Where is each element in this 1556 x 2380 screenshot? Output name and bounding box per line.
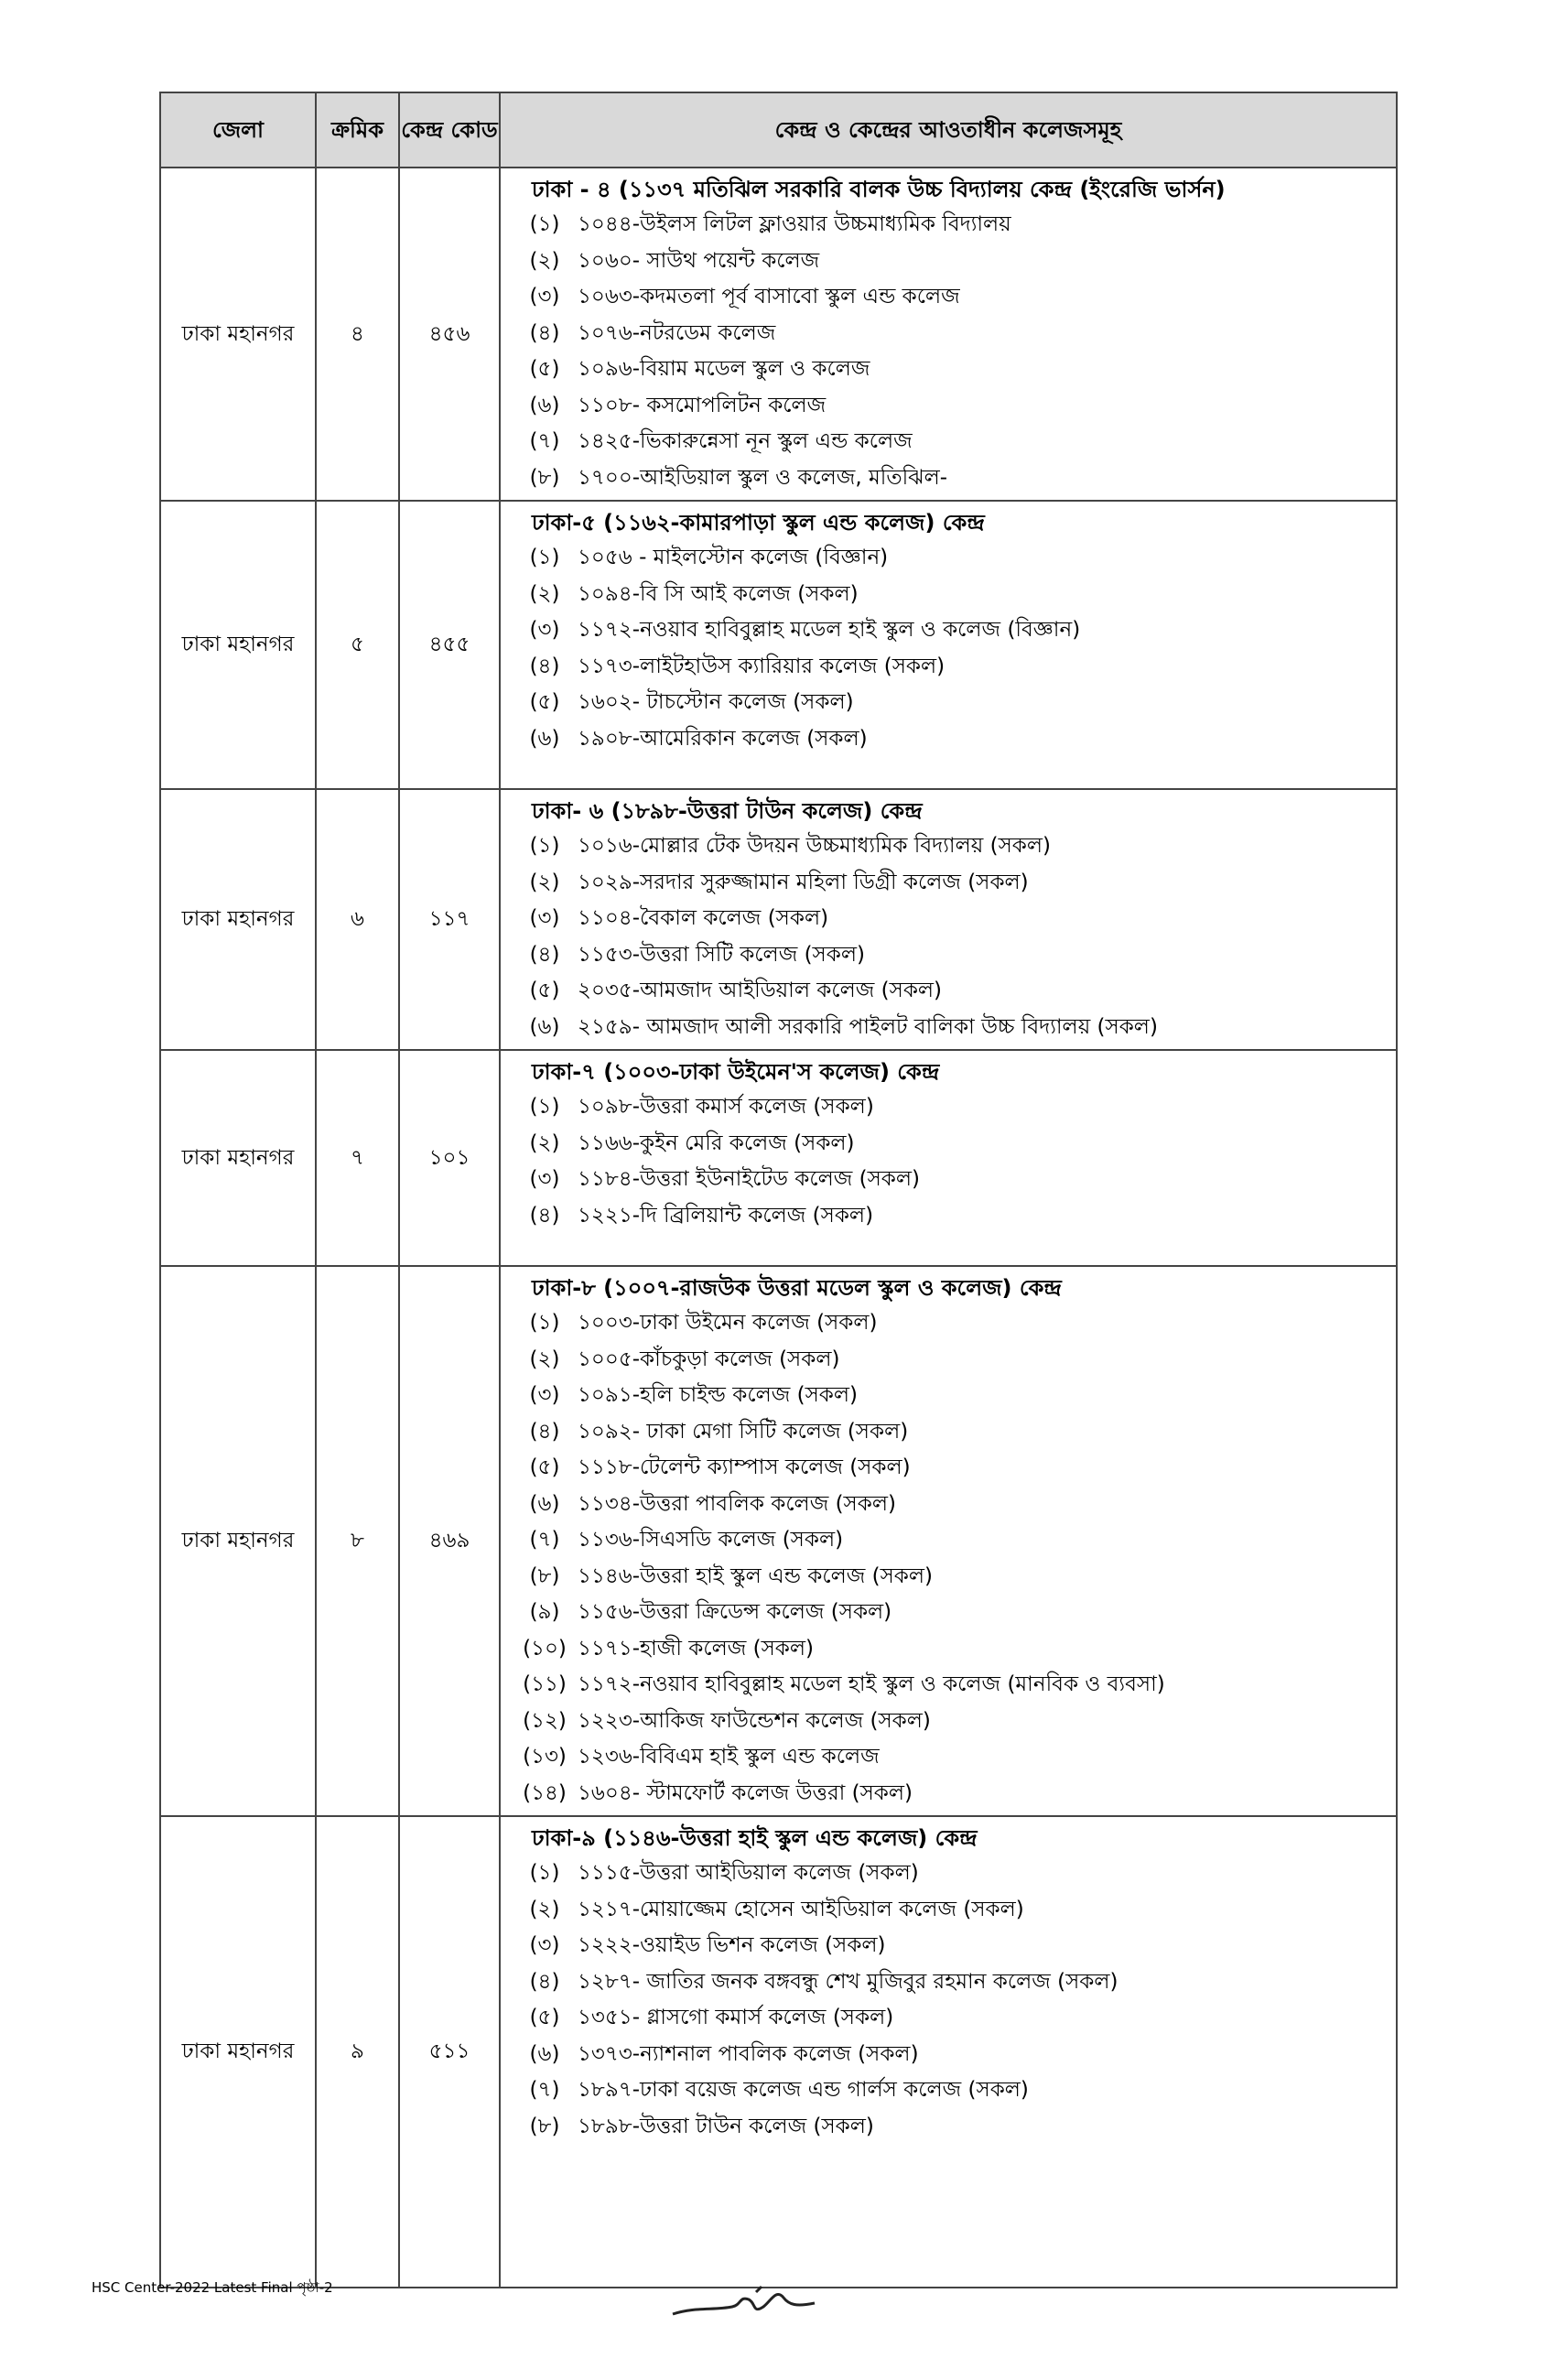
college-item [512,1522,1396,1559]
district-cell: ঢাকা মহানগর [160,1816,316,2288]
college-item [512,901,1396,937]
college-item [512,1305,1396,1342]
header-code: কেন্দ্র কোড [399,92,500,168]
college-number: (২) [529,870,560,894]
college-number: (২) [529,581,560,606]
college-item [512,1162,1396,1198]
college-number: (৬) [529,726,560,751]
college-item [512,1126,1396,1163]
college-name: ১১৭২-নওয়াব হাবিবুল্লাহ মডেল হাই স্কুল ও কলেজ (মানবিক ও ব্যবসা) [578,1672,1165,1696]
table-row [160,789,1397,1050]
college-item [512,2072,1396,2109]
college-item [512,243,1396,280]
college-item [512,1414,1396,1451]
colleges-cell [500,1050,1397,1266]
page-footer: HSC Center-2022 Latest Final পৃষ্ঠা-2 [92,2279,333,2296]
college-name: ১৩৫১- গ্লাসগো কমার্স কলেজ (সকল) [578,2006,894,2029]
district-cell: ঢাকা মহানগর [160,501,316,789]
college-number: (৭) [529,2078,560,2102]
college-name: ১৪২৫-ভিকারুন্নেসা নূন স্কুল এন্ড কলেজ [578,429,913,453]
college-name: ১০১৬-মোল্লার টেক উদয়ন উচ্চমাধ্যমিক বিদ্যালয় (সকল) [578,834,1051,858]
college-number: (২) [529,248,560,273]
college-number: (৪) [529,654,560,678]
college-number: (১) [529,1311,560,1335]
college-item [512,1595,1396,1631]
college-number: (২) [529,1130,560,1155]
college-number: (২) [529,1897,560,1921]
colleges-cell [500,789,1397,1050]
center-title: ঢাকা-৭ (১০০৩-ঢাকা উইমেন'স কলেজ) কেন্দ্র [532,1059,940,1085]
center-title: ঢাকা-৯ (১১৪৬-উত্তরা হাই স্কুল এন্ড কলেজ) কেন্দ্র [532,1825,978,1851]
college-item [512,937,1396,974]
college-name: ১২১৭-মোয়াজ্জেম হোসেন আইডিয়াল কলেজ (সকল) [578,1897,1024,1921]
college-item [512,577,1396,613]
college-item [512,612,1396,649]
colleges-cell [500,168,1397,501]
serial-cell: ৪ [316,168,399,501]
college-number: (৫) [529,1455,560,1479]
center-title: ঢাকা-৮ (১০০৭-রাজউক উত্তরা মডেল স্কুল ও কলেজ) কেন্দ্র [532,1275,1062,1301]
college-name: ১২৩৬-বিবিএম হাই স্কুল এন্ড কলেজ [578,1745,880,1769]
college-number: (৪) [529,1419,560,1444]
college-number: (৩) [529,1933,560,1957]
center-title: ঢাকা- ৬ (১৮৯৮-উত্তরা টাউন কলেজ) কেন্দ্র [532,798,923,824]
college-number: (৩) [529,285,560,308]
college-name: ১১৩৬-সিএসডি কলেজ (সকল) [578,1528,844,1552]
college-number: (৮) [529,465,560,490]
college-name: ১২২২-ওয়াইড ভিশন কলেজ (সকল) [578,1933,886,1957]
college-name: ১০৬০- সাউথ পয়েন্ট কলেজ [578,248,820,273]
college-number: (৭) [529,1528,560,1552]
college-item [512,1928,1396,1964]
college-name: ১৩৭৩-ন্যাশনাল পাবলিক কলেজ (সকল) [578,2041,919,2066]
college-item [512,865,1396,902]
college-number: (৪) [529,1203,560,1228]
college-number: (২) [529,1347,560,1371]
serial-cell: ৬ [316,789,399,1050]
college-item [512,1631,1396,1668]
college-name: ১০০৫-কাঁচকুড়া কলেজ (সকল) [578,1347,840,1371]
college-name: ১০৬৩-কদমতলা পূর্ব বাসাবো স্কুল এন্ড কলেজ [578,285,960,308]
college-name: ১১৭৩-লাইটহাউস ক্যারিয়ার কলেজ (সকল) [578,654,945,678]
college-number: (১) [529,1861,560,1885]
college-name: ১০৯১-হলি চাইল্ড কলেজ (সকল) [578,1383,858,1407]
college-name: ১০৯৪-বি সি আই কলেজ (সকল) [578,581,859,606]
colleges-cell [500,1266,1397,1816]
college-item [512,1378,1396,1414]
college-name: ১১৪৬-উত্তরা হাই স্কুল এন্ড কলেজ (সকল) [578,1563,933,1588]
college-item [512,2109,1396,2146]
center-code-cell: ১০১ [399,1050,500,1266]
college-number: (৩) [529,1383,560,1407]
college-name: ২১৫৯- আমজাদ আলী সরকারি পাইলট বালিকা উচ্চ বিদ্যালয় (সকল) [578,1014,1158,1039]
college-name: ১৬০২- টাচস্টোন কলেজ (সকল) [578,690,854,714]
college-item [512,1010,1396,1046]
colleges-cell [500,501,1397,789]
college-item [512,649,1396,686]
college-item [512,460,1396,497]
colleges-cell [500,1816,1397,2288]
center-code-cell: ৫১১ [399,1816,500,2288]
college-name: ১০২৯-সরদার সুরুজ্জামান মহিলা ডিগ্রী কলেজ (সকল) [578,870,1029,894]
college-name: ১১১৫-উত্তরা আইডিয়াল কলেজ (সকল) [578,1861,919,1885]
college-name: ১১৫৩-উত্তরা সিটি কলেজ (সকল) [578,942,865,967]
serial-cell: ৭ [316,1050,399,1266]
center-code-cell: ১১৭ [399,789,500,1050]
college-name: ১৭০০-আইডিয়াল স্কুল ও কলেজ, মতিঝিল- [578,465,948,490]
college-item [512,388,1396,425]
table-row [160,1816,1397,2288]
table-header [160,92,1397,168]
college-item [512,1487,1396,1523]
header-colleges: কেন্দ্র ও কেন্দ্রের আওতাধীন কলেজসমূহ [500,92,1397,168]
college-number: (৩) [529,1167,560,1191]
college-number: (৯) [529,1600,560,1624]
signature [668,2279,824,2325]
district-cell: ঢাকা মহানগর [160,789,316,1050]
college-number: (৬) [529,1014,560,1039]
college-name: ১০৫৬ - মাইলস্টোন কলেজ (বিজ্ঞান) [578,546,889,569]
college-item [512,424,1396,460]
table-row [160,501,1397,789]
college-item [512,279,1396,316]
college-item [512,1704,1396,1740]
college-name: ১১৭২-নওয়াব হাবিবুল্লাহ মডেল হাই স্কুল ও কলেজ (বিজ্ঞান) [578,618,1081,642]
college-item [512,1964,1396,2001]
college-number: (৫) [529,357,560,381]
college-name: ১৮৯৮-উত্তরা টাউন কলেজ (সকল) [578,2114,874,2138]
college-name: ১১৬৬-কুইন মেরি কলেজ (সকল) [578,1130,855,1155]
college-number: (৬) [529,2041,560,2066]
college-name: ১০৯৬-বিয়াম মডেল স্কুল ও কলেজ [578,357,870,381]
college-item [512,1450,1396,1487]
serial-cell: ৫ [316,501,399,789]
college-number: (৪) [529,942,560,967]
college-number: (৪) [529,1969,560,1994]
college-item [512,1776,1396,1812]
college-name: ১১৮৪-উত্তরা ইউনাইটেড কলেজ (সকল) [578,1167,920,1191]
college-name: ১০৯৮-উত্তরা কমার্স কলেজ (সকল) [578,1095,874,1119]
college-item [512,1559,1396,1596]
college-item [512,540,1396,577]
college-name: ১১০৪-বৈকাল কলেজ (সকল) [578,906,829,930]
center-title: ঢাকা-৫ (১১৬২-কামারপাড়া স্কুল এন্ড কলেজ) কেন্দ্র [532,510,985,536]
college-item [512,2037,1396,2073]
college-item [512,685,1396,721]
college-number: (৭) [529,429,560,453]
header-district: জেলা [160,92,316,168]
college-number: (১) [529,212,560,236]
college-number: (৪) [529,320,560,345]
college-item [512,352,1396,388]
college-name: ১০৪৪-উইলস লিটল ফ্লাওয়ার উচ্চমাধ্যমিক বিদ্যালয় [578,212,1011,236]
college-item [512,1089,1396,1126]
college-name: ২০৩৫-আমজাদ আইডিয়াল কলেজ (সকল) [578,979,943,1002]
college-item [512,1892,1396,1929]
center-code-cell: ৪৬৯ [399,1266,500,1816]
center-code-cell: ৪৫৫ [399,501,500,789]
college-number: (৫) [529,2006,560,2029]
table-row [160,168,1397,501]
college-item [512,2000,1396,2037]
table-row [160,1050,1397,1266]
college-item [512,1667,1396,1704]
center-code-cell: ৪৫৬ [399,168,500,501]
college-name: ১১০৮- কসমোপলিটন কলেজ [578,393,827,417]
college-number: (৫) [529,979,560,1002]
college-name: ১১১৮-টেলেন্ট ক্যাম্পাস কলেজ (সকল) [578,1455,911,1479]
college-name: ১৬০৪- স্টামফোর্ট কলেজ উত্তরা (সকল) [578,1780,913,1805]
exam-center-table [159,92,1398,2288]
college-number: (১) [529,546,560,569]
college-item [512,973,1396,1010]
district-cell: ঢাকা মহানগর [160,1266,316,1816]
college-name: ১১৭১-হাজী কলেজ (সকল) [578,1636,814,1661]
college-number: (৫) [529,690,560,714]
college-item [512,1198,1396,1235]
college-number: (১) [529,1095,560,1119]
college-item [512,207,1396,243]
college-name: ১১৩৪-উত্তরা পাবলিক কলেজ (সকল) [578,1491,896,1516]
college-item [512,1739,1396,1776]
college-name: ১০৭৬-নটরডেম কলেজ [578,320,776,345]
district-cell: ঢাকা মহানগর [160,168,316,501]
college-number: (১২) [523,1708,567,1733]
college-number: (১৩) [523,1745,567,1769]
college-number: (৩) [529,618,560,642]
serial-cell: ৮ [316,1266,399,1816]
college-item [512,316,1396,352]
center-title: ঢাকা - ৪ (১১৩৭ মতিঝিল সরকারি বালক উচ্চ বিদ্যালয় কেন্দ্র (ইংরেজি ভার্সন) [532,177,1226,202]
college-name: ১২২১-দি ব্রিলিয়ান্ট কলেজ (সকল) [578,1203,874,1228]
college-name: ১৮৯৭-ঢাকা বয়েজ কলেজ এন্ড গার্লস কলেজ (সকল) [578,2078,1029,2102]
college-item [512,721,1396,758]
college-name: ১১৫৬-উত্তরা ক্রিডেন্স কলেজ (সকল) [578,1600,892,1624]
college-number: (১৪) [523,1780,567,1805]
header-serial: ক্রমিক [316,92,399,168]
district-cell: ঢাকা মহানগর [160,1050,316,1266]
college-item [512,1342,1396,1379]
college-item [512,828,1396,865]
college-number: (৬) [529,393,560,417]
college-name: ১২৮৭- জাতির জনক বঙ্গবন্ধু শেখ মুজিবুর রহমান কলেজ (সকল) [578,1969,1118,1994]
college-number: (১০) [523,1636,567,1661]
college-number: (১) [529,834,560,858]
college-number: (১১) [523,1672,567,1696]
serial-cell: ৯ [316,1816,399,2288]
college-item [512,1855,1396,1892]
college-number: (৮) [529,1563,560,1588]
college-name: ১০০৩-ঢাকা উইমেন কলেজ (সকল) [578,1311,878,1335]
college-number: (৬) [529,1491,560,1516]
college-name: ১২২৩-আকিজ ফাউন্ডেশন কলেজ (সকল) [578,1708,931,1733]
college-number: (৩) [529,906,560,930]
table-row [160,1266,1397,1816]
college-number: (৮) [529,2114,560,2138]
college-name: ১০৯২- ঢাকা মেগা সিটি কলেজ (সকল) [578,1419,909,1444]
college-name: ১৯০৮-আমেরিকান কলেজ (সকল) [578,726,868,751]
